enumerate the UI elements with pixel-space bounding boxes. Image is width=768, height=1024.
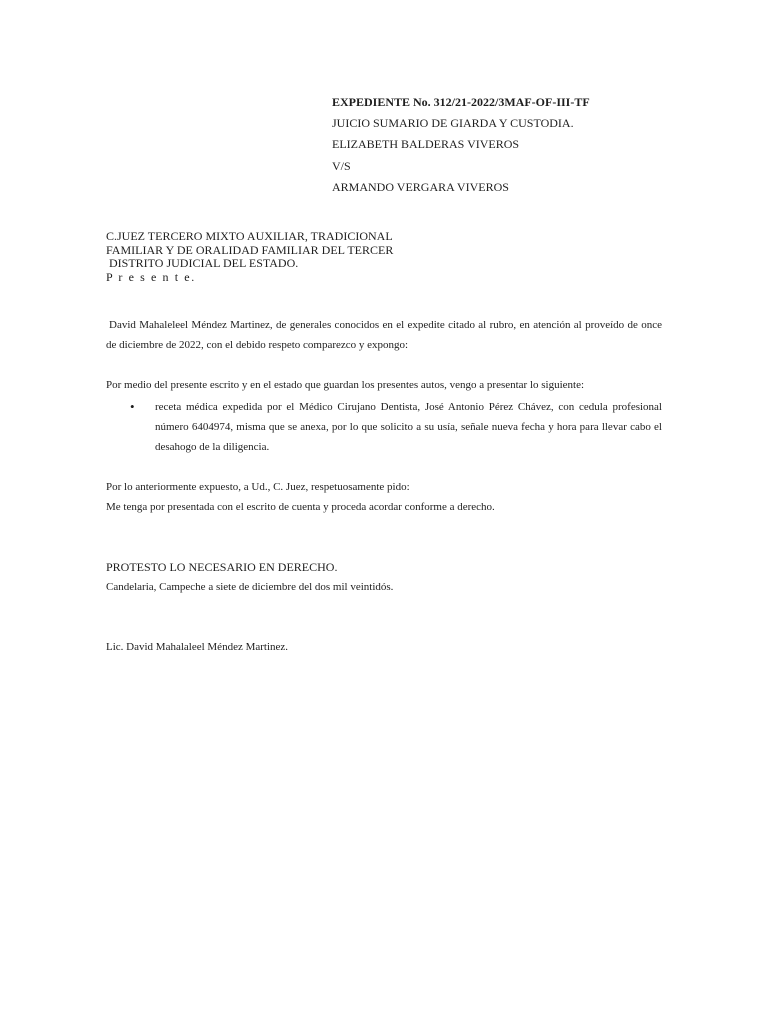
plaintiff-name: ELIZABETH BALDERAS VIVEROS: [332, 137, 520, 152]
signature-line: Lic. David Mahalaleel Méndez Martinez.: [106, 641, 289, 653]
presente-label: P r e s e n t e.: [106, 269, 196, 284]
case-number: EXPEDIENTE No. 312/21-2022/3MAF-OF-III-TF: [332, 95, 590, 109]
petition-paragraph: [106, 477, 662, 517]
case-header: [332, 92, 752, 198]
intro-paragraph: David Mahaleleel Méndez Martinez, de generales conocidos en el expedite citado al rubro, en atención al proveído de once de diciembre de 2022, con el debido respeto comparezco y expongo:: [106, 319, 662, 351]
addressee-line-1: C.JUEZ TERCERO MIXTO AUXILIAR, TRADICIONAL: [106, 229, 393, 243]
petition-line-2: Me tenga por presentada con el escrito de cuenta y proceda acordar conforme a derecho.: [106, 501, 495, 513]
versus-label: V/S: [332, 158, 351, 173]
defendant-name: ARMANDO VERGARA VIVEROS: [332, 179, 509, 194]
petition-line-1: Por lo anteriormente expuesto, a Ud., C. Juez, respetuosamente pido:: [106, 481, 410, 493]
bullet-list-item: [130, 397, 662, 457]
addressee-line-2: FAMILIAR Y DE ORALIDAD FAMILIAR DEL TERCER: [106, 242, 394, 257]
addressee-line-3: DISTRITO JUDICIAL DEL ESTADO.: [106, 256, 299, 271]
protesto-line: PROTESTO LO NECESARIO EN DERECHO.: [106, 560, 338, 574]
addressee-block: [106, 230, 506, 284]
closing-block: [106, 557, 662, 597]
place-date-line: Candelaria, Campeche a siete de diciembre del dos mil veintidós.: [106, 581, 394, 593]
presentation-paragraph: Por medio del presente escrito y en el estado que guardan los presentes autos, vengo a presentar lo siguiente:: [106, 379, 585, 391]
case-type: JUICIO SUMARIO DE GIARDA Y CUSTODIA.: [332, 116, 574, 131]
bullet-icon: •: [130, 399, 135, 414]
bullet-text: receta médica expedida por el Médico Cirujano Dentista, José Antonio Pérez Chávez, con cedula profesional número 6404974, misma que se anexa, por lo que solicito a su usía, señale nueva fecha y hora para llevar cabo el desahogo de la diligencia.: [155, 401, 662, 453]
